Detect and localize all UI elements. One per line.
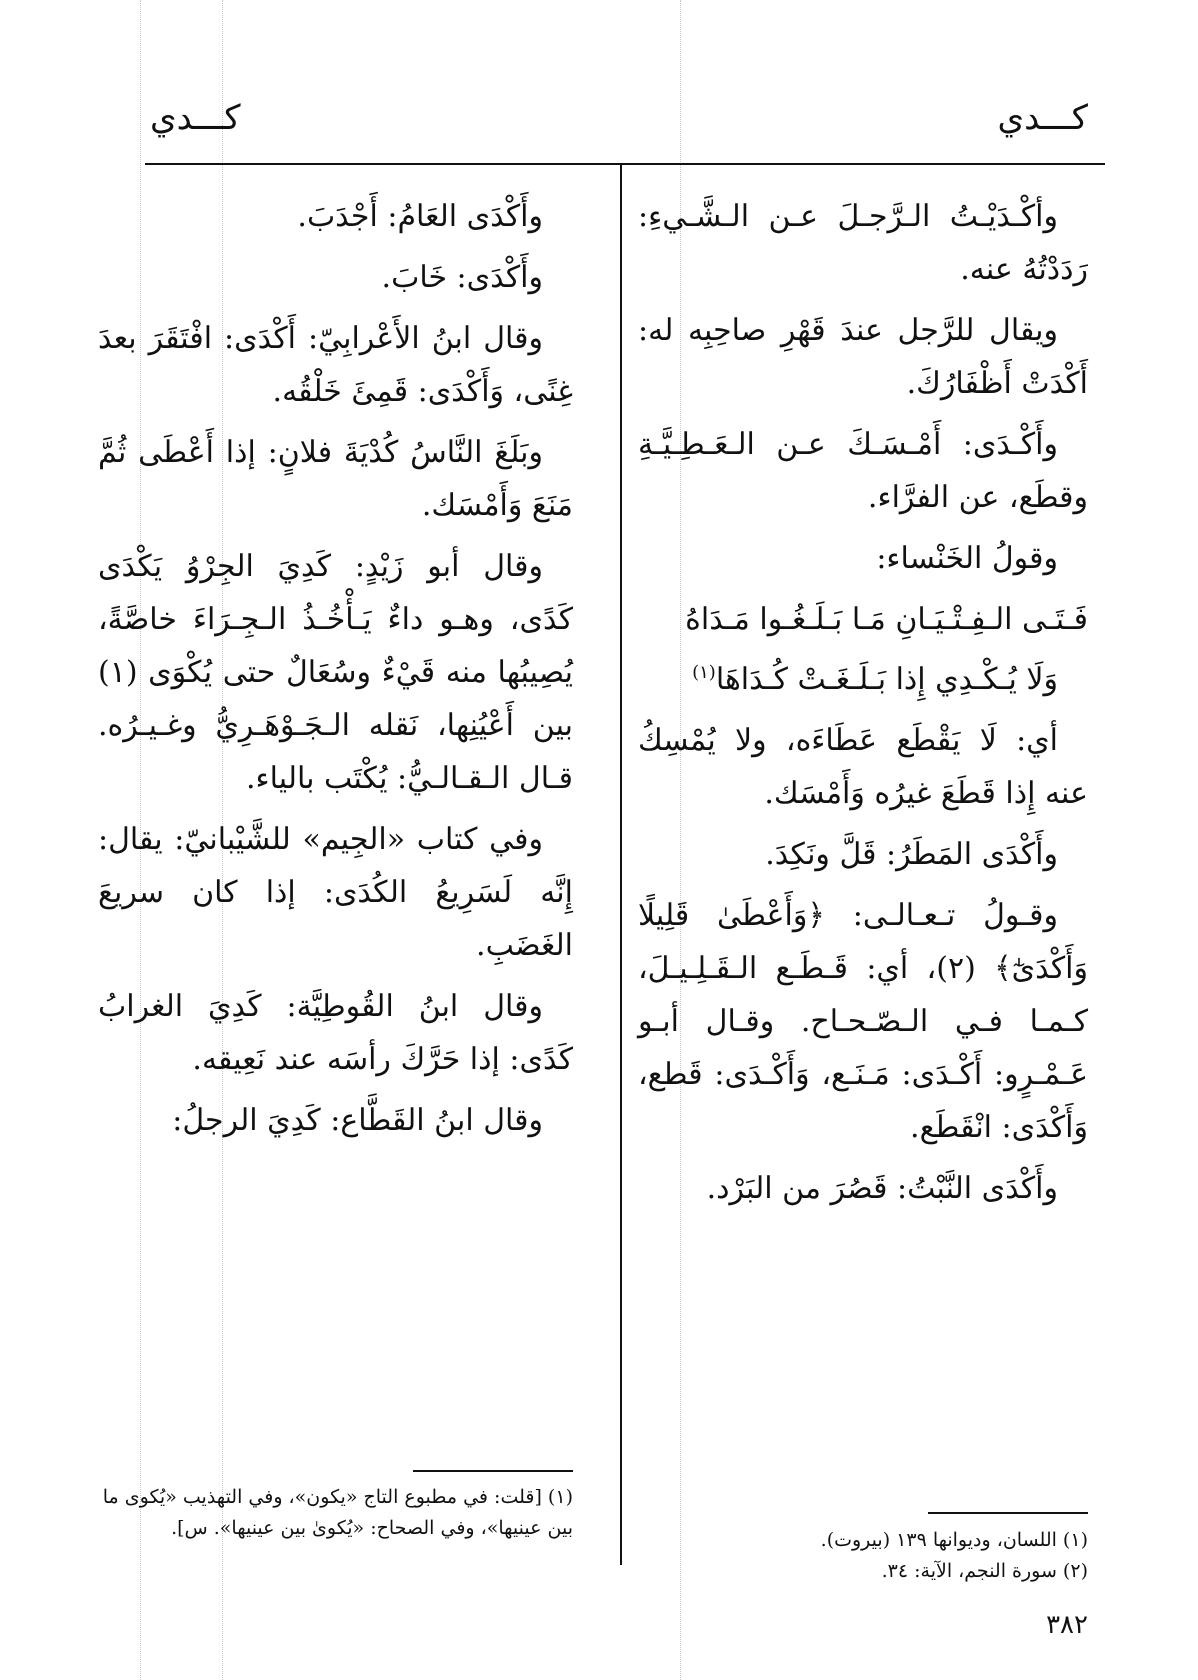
entry-paragraph: وأَكْـدَى: أَمْـسَـكَ عـن الـعَـطِـيَّـةِ وقطَع، عن الفرَّاء. xyxy=(638,427,1088,515)
entry-paragraph: وقـولُ تـعـالـى: ﴿وَأَعْطَىٰ قَلِيلًا وَأَكْدَىٰٓ﴾ (٢)، أي: قَـطَـع الـقَـلِـيـلَ، كـمـا فـي الـصّـحـاح. وقـال أبـو عَـمْـرٍو: أَكْـدَى: مَـنَـع، وَأَكْـدَى: قَطع، وَأَكْدَى: انْقَطَع. xyxy=(638,898,1089,1145)
footnote: (١) اللسان، وديوانها ١٣٩ (بيروت). xyxy=(820,1529,1088,1551)
entry-paragraph: وبَلَغَ النَّاسُ كُدْيَةَ فلانٍ: إذا أَعْطَى ثُمَّ مَنَعَ وَأَمْسَك. xyxy=(98,435,573,523)
footnote: (٢) سورة النجم، الآية: ٣٤. xyxy=(881,1560,1088,1582)
entry-paragraph: وقولُ الخَنْساء: xyxy=(876,541,1058,576)
entry-paragraph: وأَكْدَى النَّبْتُ: قَصُرَ من البَرْد. xyxy=(706,1171,1058,1206)
footnote: (١) [قلت: في مطبوع التاج «يكون»، وفي التهذيب «يُكوى ما بين عينيها»، وفي الصحاح: «يُكوىٰ بين عينيها». س]. xyxy=(102,1486,573,1539)
entry-paragraph: وأَكْدَى المَطَرُ: قَلَّ ونَكِدَ. xyxy=(765,837,1058,872)
footnote-marker: (١) xyxy=(692,662,716,683)
entry-paragraph: ويقال للرَّجل عندَ قَهْرِ صاحِبِه له: أَكْدَتْ أَظْفَارُكَ. xyxy=(638,313,1088,401)
footnote-rule xyxy=(928,1512,1088,1514)
page-number: ٣٨٢ xyxy=(1046,1610,1088,1640)
poetry-verse xyxy=(638,593,1088,706)
column-divider xyxy=(620,165,622,1565)
left-column xyxy=(98,190,573,1155)
right-column xyxy=(638,190,1088,1223)
footnotes-right xyxy=(638,1525,1088,1587)
entry-paragraph: أي: لَا يَقْطَع عَطَاءَه، ولا يُمْسِكُ عنه إِذا قَطَعَ غيرُه وَأَمْسَك. xyxy=(638,723,1088,811)
entry-paragraph: وقال ابنُ القَطَّاع: كَدِيَ الرجلُ: xyxy=(172,1103,543,1138)
footnote-rule xyxy=(413,1470,573,1472)
entry-paragraph: وفي كتاب «الجِيم» للشَّيْبانيّ: يقال: إِنَّه لَسَرِيعُ الكُدَى: إذا كان سريعَ الغَضَبِ. xyxy=(98,822,573,963)
entry-paragraph: وأَكْدَى العَامُ: أَجْدَبَ. xyxy=(297,199,543,234)
entry-paragraph: وقال أبو زَيْدٍ: كَدِيَ الجِرْوُ يَكْدَى كَدًى، وهـو داءٌ يَـأْخُـذُ الـجِـرَاءَ خاصَّةً، يُصِيبُها منه قَيْءٌ وسُعَالٌ حتى يُكْوَى (١) بين أَعْيُنِها، نَقله الـجَـوْهَـرِيُّ وغـيـرُه. قـال الـقـالـيُّ: يُكْتَب بالياء. xyxy=(98,549,573,796)
entry-paragraph: وأكْـدَيْـتُ الـرَّجـلَ عـن الـشَّـيءِ: رَدَدْتُهُ عنه. xyxy=(638,199,1088,287)
footnotes-left xyxy=(98,1482,573,1544)
verse-line-2: وَلَا يُـكْـدِي إِذا بَـلَـغَـتْ كُـدَاهَا xyxy=(715,662,1058,697)
entry-paragraph: وأَكْدَى: خَابَ. xyxy=(381,260,543,295)
verse-line-1: فَـتَـى الـفِـتْـيَـانِ مَـا بَـلَـغُـوا مَـدَاهُ xyxy=(685,602,1088,637)
header-rule xyxy=(145,163,1105,165)
entry-paragraph: وقال ابنُ الأَعْرابِيّ: أَكْدَى: افْتَقَرَ بعدَ غِنًى، وَأَكْدَى: قَمِئَ خَلْقُه. xyxy=(98,321,573,409)
entry-paragraph: وقال ابنُ القُوطِيَّة: كَدِيَ الغرابُ كَدًى: إذا حَرَّكَ رأسَه عند نَعِيقه. xyxy=(98,989,573,1077)
running-header-right: كـــدي xyxy=(997,98,1088,138)
running-header-left: كـــدي xyxy=(150,98,241,138)
